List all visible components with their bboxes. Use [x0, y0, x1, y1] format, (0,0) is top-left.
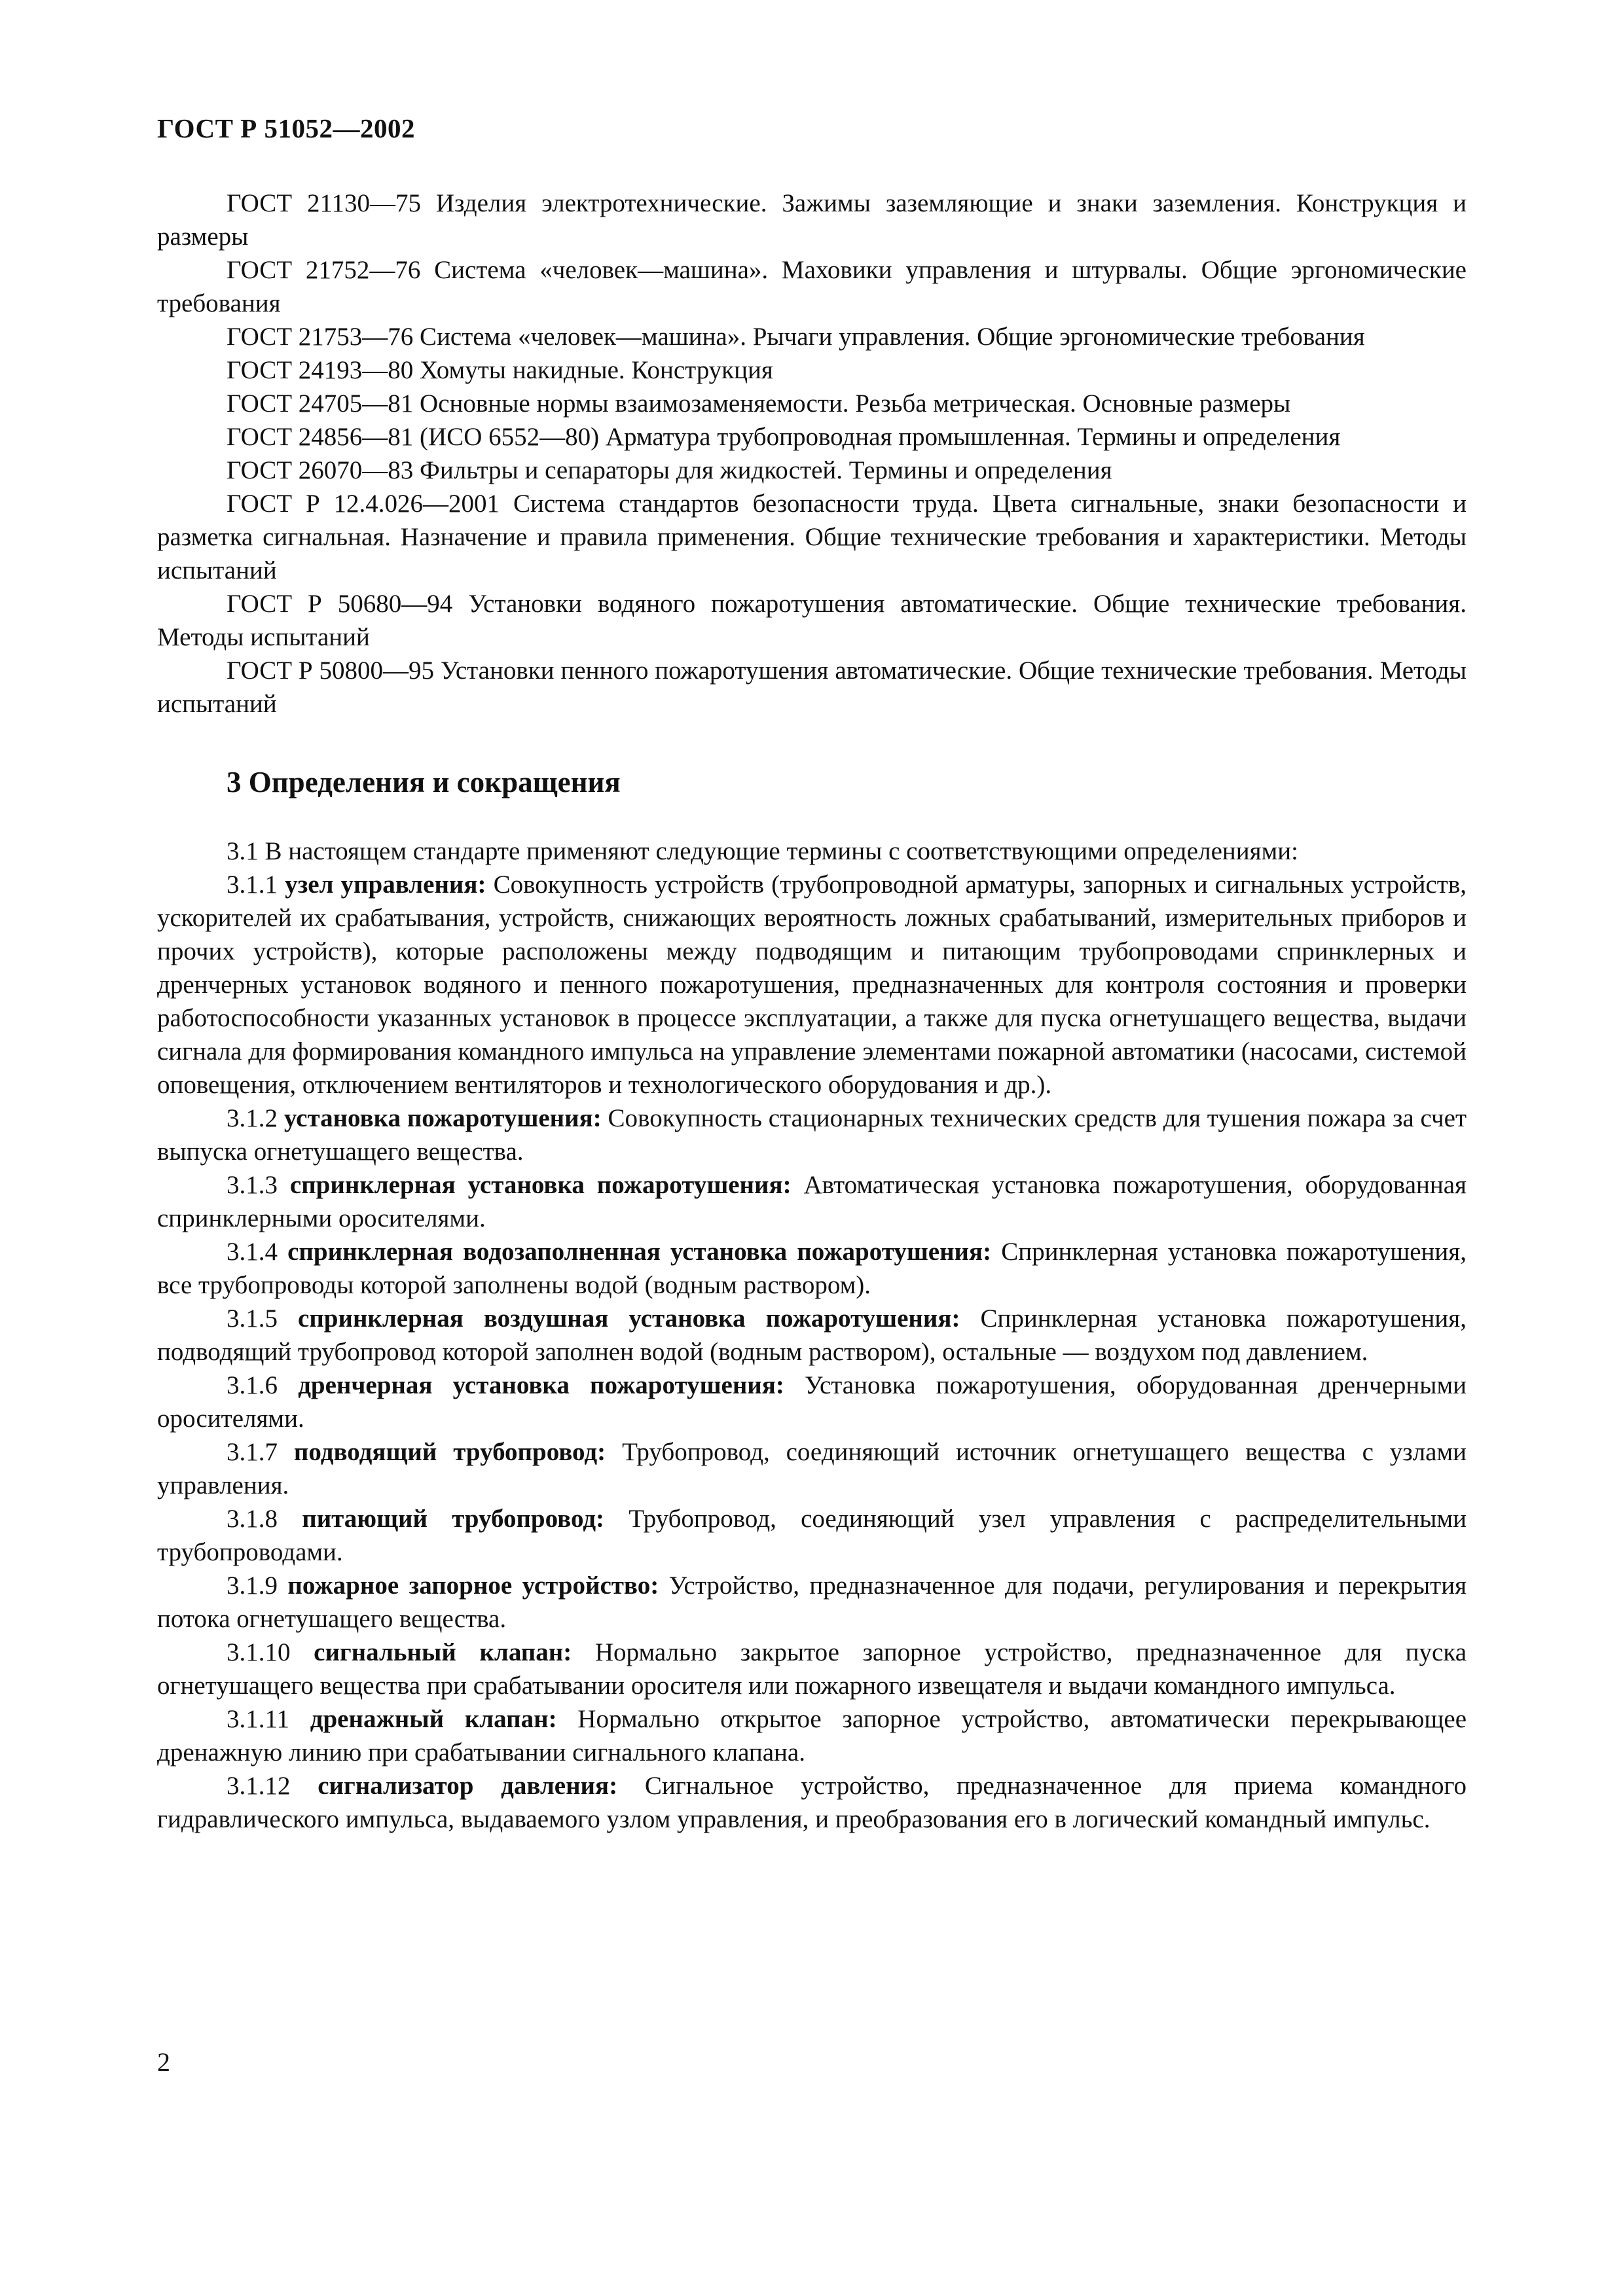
definition-term: сигнализатор давления:	[318, 1772, 618, 1800]
definition-item	[157, 868, 1467, 1102]
definition-number: 3.1.11	[227, 1705, 290, 1733]
definition-number: 3.1.8	[227, 1505, 278, 1533]
definition-term: подводящий трубопровод:	[293, 1438, 606, 1466]
definition-text: Спринклерная установка пожаротушения, подводящий трубопровод которой заполнен водой (водным раствором), остальные — воздухом под давлением.	[157, 1304, 1467, 1366]
definition-text: Автоматическая установка пожаротушения, оборудованная спринклерными оросителями.	[157, 1171, 1467, 1232]
section-intro: 3.1 В настоящем стандарте применяют следующие термины с соответствующими определениями:	[227, 837, 1298, 865]
definition-number: 3.1.9	[227, 1571, 278, 1600]
reference-item: ГОСТ Р 12.4.026—2001 Система стандартов безопасности труда. Цвета сигнальные, знаки безопасности и разметка сигнальная. Назначение и правила применения. Общие технические требования и характеристики. Методы испытаний	[157, 490, 1467, 584]
definition-term: сигнальный клапан:	[314, 1638, 572, 1666]
reference-item: ГОСТ 26070—83 Фильтры и сепараторы для жидкостей. Термины и определения	[227, 456, 1112, 484]
reference-item: ГОСТ Р 50800—95 Установки пенного пожаротушения автоматические. Общие технические требования. Методы испытаний	[157, 656, 1467, 718]
definition-term: спринклерная воздушная установка пожаротушения:	[298, 1304, 960, 1333]
definition-term: установка пожаротушения:	[283, 1104, 602, 1132]
definition-term: спринклерная установка пожаротушения:	[289, 1171, 792, 1199]
reference-item: ГОСТ Р 50680—94 Установки водяного пожаротушения автоматические. Общие технические требования. Методы испытаний	[157, 590, 1467, 651]
definition-number: 3.1.7	[227, 1438, 278, 1466]
definition-text: Трубопровод, соединяющий узел управления с распределительными трубопроводами.	[157, 1505, 1467, 1566]
reference-item: ГОСТ 21130—75 Изделия электротехнические. Зажимы заземляющие и знаки заземления. Конструкция и размеры	[157, 189, 1467, 251]
definition-item	[157, 1769, 1467, 1836]
reference-item: ГОСТ 21753—76 Система «человек—машина». Рычаги управления. Общие эргономические требования	[227, 323, 1365, 351]
definition-term: дренчерная установка пожаротушения:	[298, 1371, 784, 1399]
definition-item	[157, 1369, 1467, 1435]
definition-term: дренажный клапан:	[310, 1705, 557, 1733]
definition-item	[157, 1435, 1467, 1502]
page-content	[157, 187, 1467, 1836]
definition-number: 3.1.3	[227, 1171, 278, 1199]
definition-text: Нормально закрытое запорное устройство, предназначенное для пуска огнетушащего вещества при срабатывании оросителя или пожарного извещателя и выдачи командного импульса.	[157, 1638, 1467, 1700]
definition-text: Спринклерная установка пожаротушения, все трубопроводы которой заполнены водой (водным раствором).	[157, 1238, 1467, 1299]
definition-term: спринклерная водозаполненная установка пожаротушения:	[287, 1238, 992, 1266]
definition-text: Трубопровод, соединяющий источник огнетушащего вещества с узлами управления.	[157, 1438, 1467, 1499]
definition-text: Установка пожаротушения, оборудованная дренчерными оросителями.	[157, 1371, 1467, 1433]
definition-text: Совокупность стационарных технических средств для тушения пожара за счет выпуска огнетушащего вещества.	[157, 1104, 1467, 1166]
definition-number: 3.1.6	[227, 1371, 278, 1399]
definition-term: пожарное запорное устройство:	[287, 1571, 659, 1600]
definition-item	[157, 1302, 1467, 1369]
definition-item	[157, 1636, 1467, 1702]
reference-item: ГОСТ 24856—81 (ИСО 6552—80) Арматура трубопроводная промышленная. Термины и определения	[227, 423, 1341, 451]
definition-text: Устройство, предназначенное для подачи, регулирования и перекрытия потока огнетушащего вещества.	[157, 1571, 1467, 1633]
definition-text: Нормально открытое запорное устройство, автоматически перекрывающее дренажную линию при срабатывании сигнального клапана.	[157, 1705, 1467, 1767]
definition-term: питающий трубопровод:	[302, 1505, 605, 1533]
definition-text: Совокупность устройств (трубопроводной арматуры, запорных и сигнальных устройств, ускорителей их срабатывания, устройств, снижающих вероятность ложных срабатываний, измерительных приборов и прочих устройств), которые расположены между подводящим и питающим трубопроводами спринклерных и дренчерных установок водяного и пенного пожаротушения, предназначенных для контроля состояния и проверки работоспособности указанных установок в процессе эксплуатации, а также для пуска огнетушащего вещества, выдачи сигнала для формирования командного импульса на управление элементами пожарной автоматики (насосами, системой оповещения, отключением вентиляторов и технологического оборудования и др.).	[157, 870, 1467, 1099]
definition-number: 3.1.2	[227, 1104, 278, 1132]
references-list	[157, 187, 1467, 721]
page-number: 2	[157, 2047, 170, 2077]
section-title: 3 Определения и сокращения	[227, 766, 621, 798]
definition-number: 3.1.5	[227, 1304, 278, 1333]
definition-number: 3.1.1	[227, 870, 278, 899]
reference-item: ГОСТ 24705—81 Основные нормы взаимозаменяемости. Резьба метрическая. Основные размеры	[227, 389, 1291, 418]
definition-item	[157, 1502, 1467, 1569]
definition-item	[157, 1102, 1467, 1168]
definition-number: 3.1.4	[227, 1238, 278, 1266]
definition-term: узел управления:	[285, 870, 486, 899]
definition-text: Сигнальное устройство, предназначенное для приема командного гидравлического импульса, выдаваемого узлом управления, и преобразования его в логический командный импульс.	[157, 1772, 1467, 1833]
definitions-list	[157, 868, 1467, 1836]
definition-item	[157, 1569, 1467, 1636]
definition-item	[157, 1702, 1467, 1769]
document-header: ГОСТ Р 51052—2002	[157, 113, 415, 143]
reference-item: ГОСТ 21752—76 Система «человек—машина». Маховики управления и штурвалы. Общие эргономические требования	[157, 256, 1467, 317]
definition-number: 3.1.10	[227, 1638, 291, 1666]
reference-item: ГОСТ 24193—80 Хомуты накидные. Конструкция	[227, 356, 773, 384]
definition-item	[157, 1235, 1467, 1302]
definition-item	[157, 1168, 1467, 1235]
definition-number: 3.1.12	[227, 1772, 291, 1800]
